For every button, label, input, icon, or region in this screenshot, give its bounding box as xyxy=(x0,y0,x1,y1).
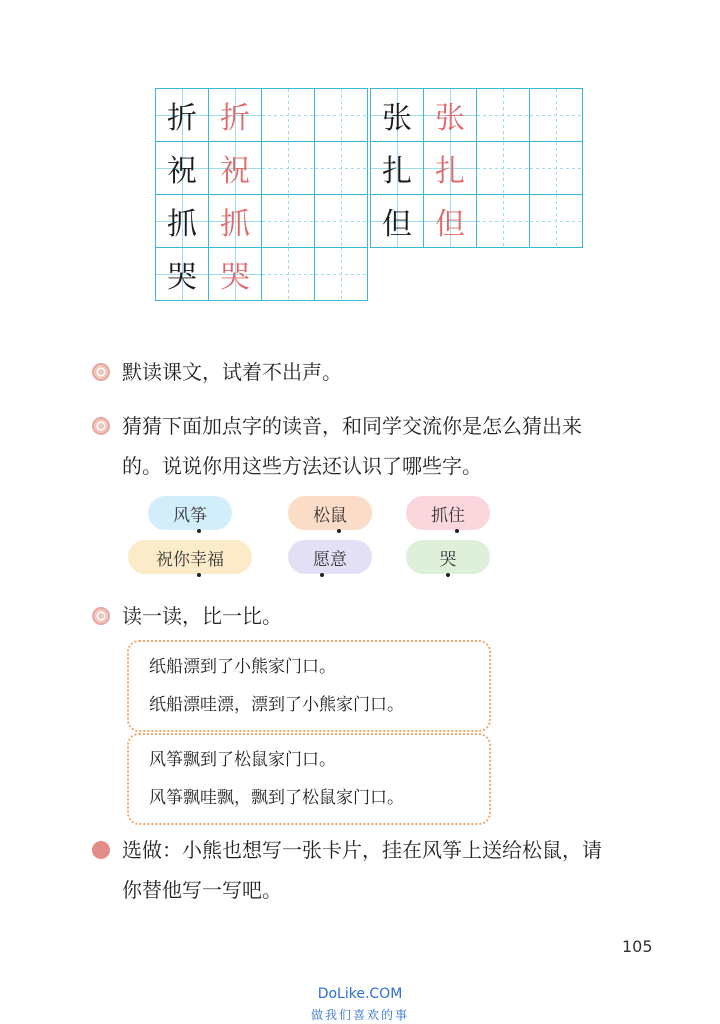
sentence: 纸船漂到了小熊家门口。 xyxy=(149,657,336,677)
flower-bullet-icon xyxy=(92,607,110,625)
question-text: 猜猜下面加点字的读音，和同学交流你是怎么猜出来 xyxy=(122,414,582,438)
grid-char-trace: 张 xyxy=(435,101,465,136)
grid-cell xyxy=(261,88,315,142)
grid-char-trace: 哭 xyxy=(220,260,250,295)
grid-cell xyxy=(314,88,368,142)
question-text: 你替他写一写吧。 xyxy=(122,878,282,902)
question-text: 选做：小熊也想写一张卡片，挂在风筝上送给松鼠，请 xyxy=(122,838,602,862)
grid-cell xyxy=(208,141,262,195)
grid-cell xyxy=(208,88,262,142)
grid-cell xyxy=(423,141,477,195)
grid-char: 哭 xyxy=(167,260,197,295)
grid-char: 张 xyxy=(382,101,412,136)
flower-bullet-icon xyxy=(92,417,110,435)
word-pill: 祝你 幸 福 xyxy=(128,540,252,574)
watermark: DoLike.COM xyxy=(317,986,403,1002)
question-text: 读一读，比一比。 xyxy=(122,604,282,628)
grid-cell xyxy=(423,88,477,142)
grid-char: 抓 xyxy=(167,207,197,242)
grid-cell xyxy=(370,194,424,248)
comparison-box xyxy=(127,640,491,732)
grid-cell xyxy=(529,194,583,248)
watermark-subtitle: 做我们喜欢的事 xyxy=(310,1008,409,1022)
word-pill: 风 筝 xyxy=(148,496,232,530)
grid-cell xyxy=(476,141,530,195)
question-text: 默读课文，试着不出声。 xyxy=(122,360,342,384)
flower-bullet-icon xyxy=(92,841,110,859)
grid-cell xyxy=(314,141,368,195)
word-pill: 松 鼠 xyxy=(288,496,372,530)
grid-cell xyxy=(261,247,315,301)
comparison-box xyxy=(127,733,491,825)
grid-cell xyxy=(208,247,262,301)
question-text: 的。说说你用这些方法还认识了哪些字。 xyxy=(122,454,482,478)
grid-char: 折 xyxy=(167,101,197,136)
grid-cell xyxy=(261,141,315,195)
flower-bullet-icon xyxy=(92,363,110,381)
grid-char-trace: 折 xyxy=(220,101,250,136)
sentence: 风筝飘到了松鼠家门口。 xyxy=(149,750,336,770)
grid-cell xyxy=(261,194,315,248)
page-number: 105 xyxy=(622,937,653,956)
grid-char: 但 xyxy=(382,207,412,242)
sentence: 纸船漂哇漂，漂到了小熊家门口。 xyxy=(149,695,404,715)
grid-char: 扎 xyxy=(382,154,412,189)
grid-cell xyxy=(529,141,583,195)
grid-cell xyxy=(370,88,424,142)
grid-cell xyxy=(423,194,477,248)
grid-cell xyxy=(529,88,583,142)
grid-char-trace: 祝 xyxy=(220,154,250,189)
grid-char-trace: 但 xyxy=(435,207,465,242)
word-pill: 哭 xyxy=(406,540,490,574)
grid-cell xyxy=(370,141,424,195)
grid-char-trace: 扎 xyxy=(435,154,465,189)
grid-cell xyxy=(208,194,262,248)
grid-cell xyxy=(314,247,368,301)
grid-char-trace: 抓 xyxy=(220,207,250,242)
grid-cell xyxy=(155,88,209,142)
grid-char: 祝 xyxy=(167,154,197,189)
grid-cell xyxy=(476,194,530,248)
grid-cell xyxy=(155,141,209,195)
grid-cell xyxy=(476,88,530,142)
word-pill: 抓 住 xyxy=(406,496,490,530)
grid-cell xyxy=(155,194,209,248)
sentence: 风筝飘哇飘，飘到了松鼠家门口。 xyxy=(149,788,404,808)
grid-cell xyxy=(314,194,368,248)
grid-cell xyxy=(155,247,209,301)
word-pill: 愿 意 xyxy=(288,540,372,574)
